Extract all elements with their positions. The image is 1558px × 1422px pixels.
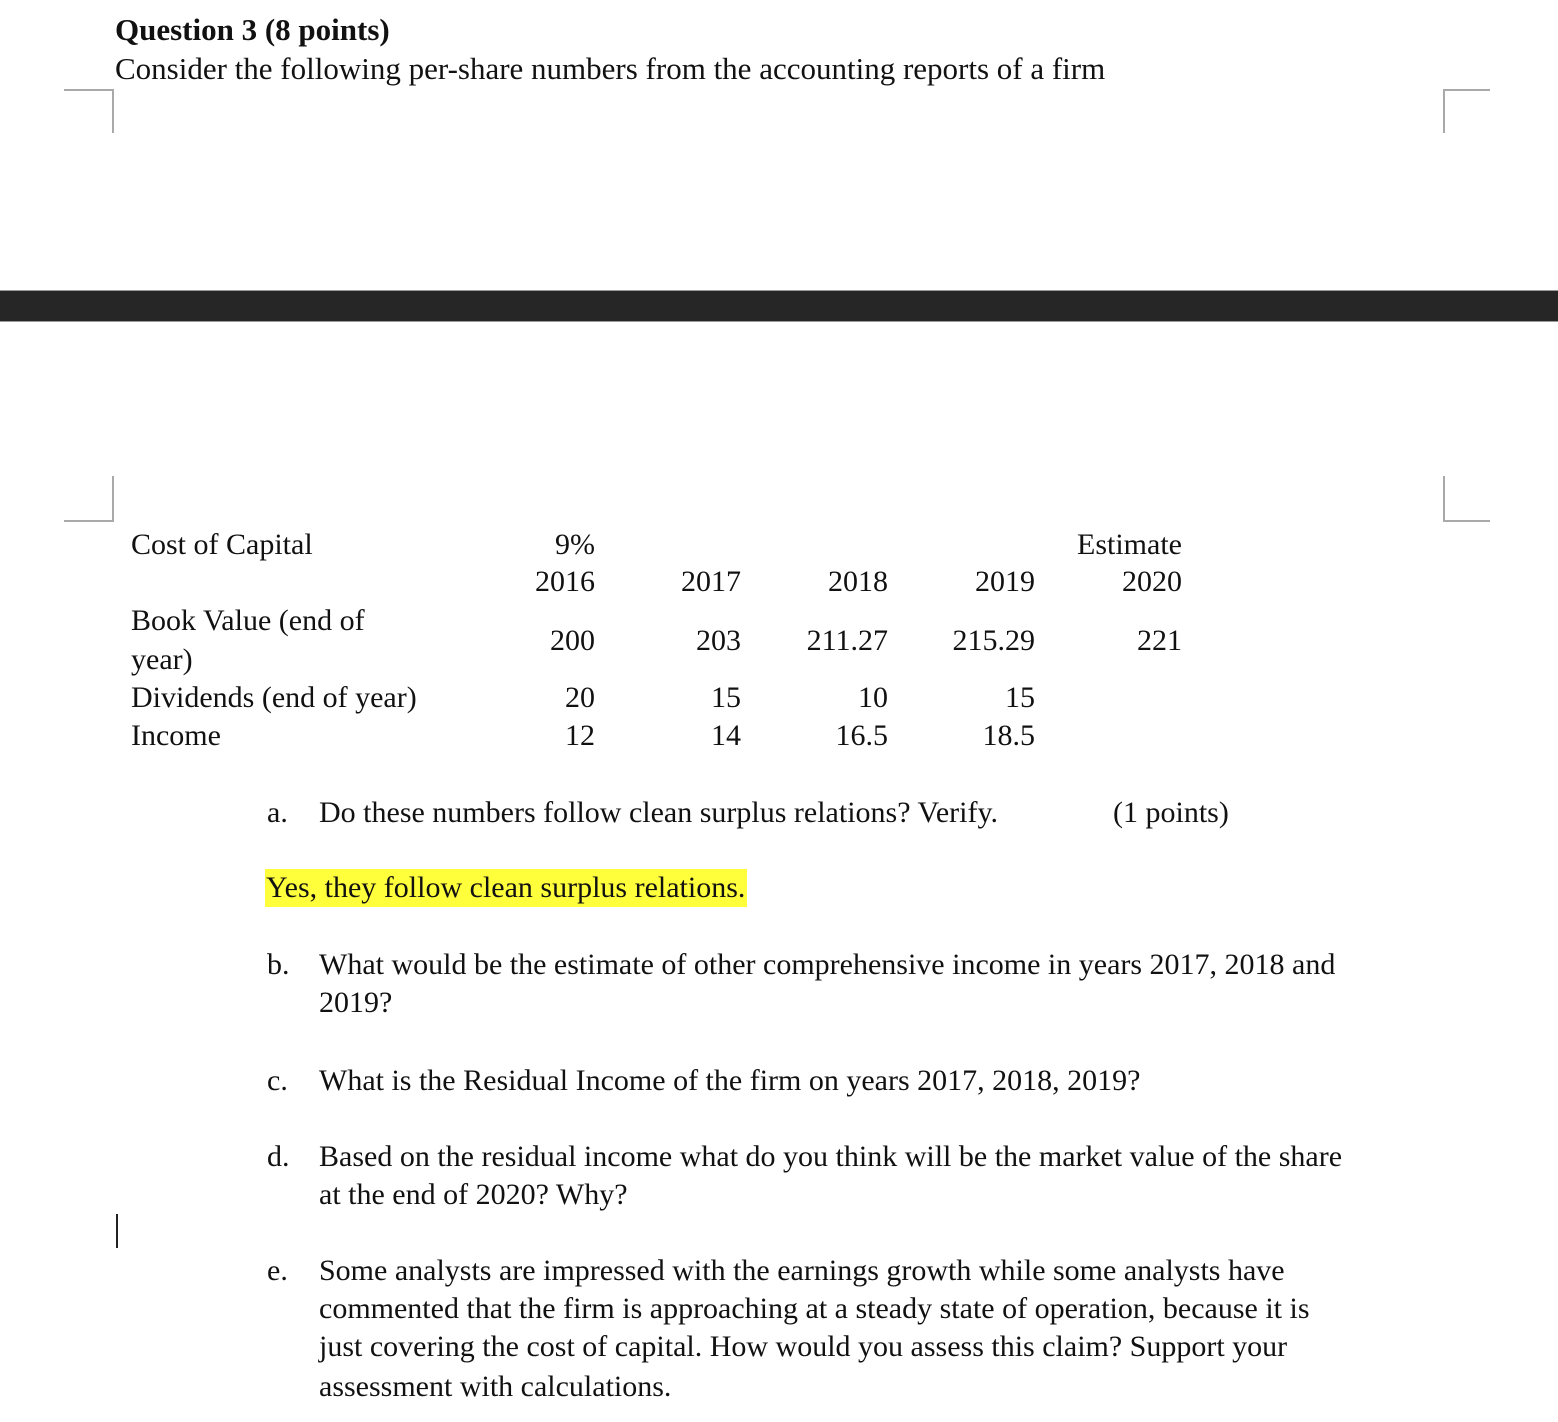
table-cell: 15: [1005, 681, 1035, 714]
part-c-text: What is the Residual Income of the firm on years 2017, 2018, 2019?: [319, 1064, 1141, 1097]
part-d-line: at the end of 2020? Why?: [319, 1178, 628, 1211]
part-d: [267, 1138, 1467, 1218]
corner-mark-top-right: [1443, 89, 1490, 133]
row-label-book-value: Book Value (end of: [131, 604, 365, 637]
table-cell: 221: [1137, 624, 1182, 657]
part-a-text: Do these numbers follow clean surplus relations? Verify.: [319, 796, 998, 829]
part-e-letter: e.: [267, 1254, 288, 1287]
table-cell: 203: [696, 624, 741, 657]
table-cell: 15: [711, 681, 741, 714]
part-b-letter: b.: [267, 948, 290, 981]
table-cell: 215.29: [952, 624, 1035, 657]
cost-of-capital-value: 9%: [555, 528, 595, 561]
table-cell: 211.27: [806, 624, 888, 657]
text-cursor: [116, 1214, 118, 1248]
part-e-line: Some analysts are impressed with the earnings growth while some analysts have: [319, 1254, 1285, 1287]
part-e-line: just covering the cost of capital. How would you assess this claim? Support your: [319, 1330, 1288, 1363]
corner-mark-bottom-left: [64, 476, 114, 522]
question-intro: Consider the following per-share numbers from the accounting reports of a firm: [115, 51, 1106, 86]
year-header: 2016: [535, 565, 595, 598]
corner-mark-top-left: [64, 89, 114, 133]
part-b: [267, 946, 1467, 1026]
corner-mark-bottom-right: [1443, 476, 1490, 522]
question-title: Question 3 (8 points): [115, 12, 390, 47]
table-cell: 10: [858, 681, 888, 714]
page-break-band: [0, 290, 1558, 322]
year-header: 2019: [975, 565, 1035, 598]
part-d-letter: d.: [267, 1140, 290, 1173]
part-d-line: Based on the residual income what do you think will be the market value of the share: [319, 1140, 1343, 1173]
part-c: [267, 1062, 1467, 1102]
part-a: [267, 794, 1317, 834]
row-label-dividends: Dividends (end of year): [131, 681, 417, 714]
year-header: 2017: [681, 565, 741, 598]
estimate-label: Estimate: [1077, 528, 1182, 561]
part-e-line: assessment with calculations.: [319, 1370, 672, 1403]
table-cell: 20: [565, 681, 595, 714]
part-e: [267, 1252, 1467, 1412]
part-a-points: (1 points): [1113, 796, 1229, 829]
table-cell: 12: [565, 719, 595, 752]
year-header: 2020: [1122, 565, 1182, 598]
part-b-line: 2019?: [319, 986, 393, 1019]
table-cell: 14: [711, 719, 741, 752]
year-header: 2018: [828, 565, 888, 598]
part-a-letter: a.: [267, 796, 288, 829]
table-cell: 200: [550, 624, 595, 657]
cost-of-capital-label: Cost of Capital: [131, 528, 313, 561]
answer-a-highlight: Yes, they follow clean surplus relations.: [265, 869, 747, 907]
row-label-book-value-cont: year): [131, 643, 193, 676]
part-c-letter: c.: [267, 1064, 288, 1097]
part-b-line: What would be the estimate of other comprehensive income in years 2017, 2018 and: [319, 948, 1336, 981]
row-label-income: Income: [131, 719, 221, 752]
part-e-line: commented that the firm is approaching at a steady state of operation, because it is: [319, 1292, 1310, 1325]
table-cell: 16.5: [835, 719, 888, 752]
table-cell: 18.5: [982, 719, 1035, 752]
